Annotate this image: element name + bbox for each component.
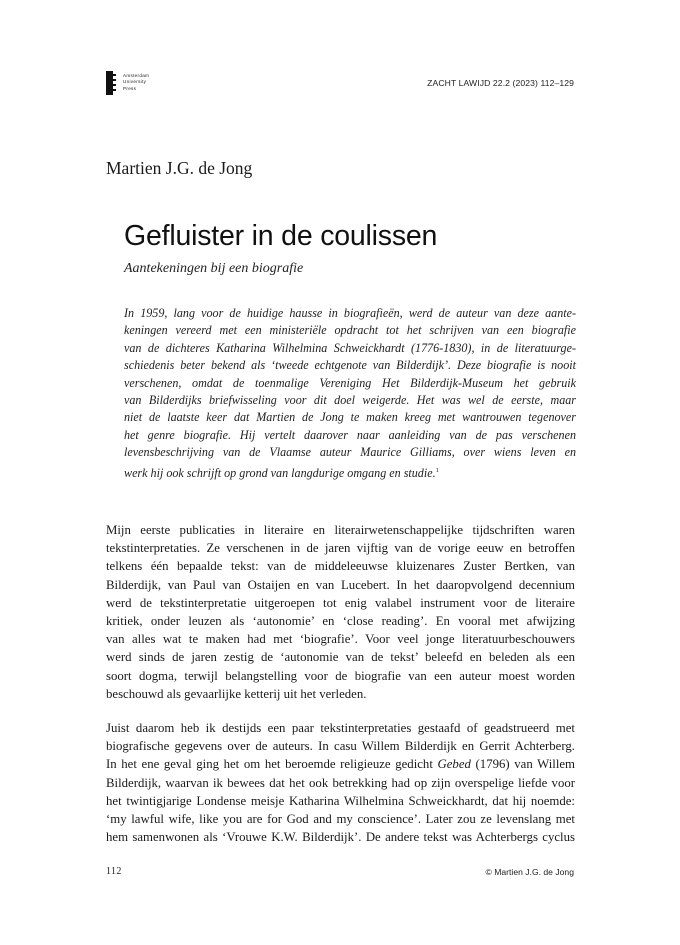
abstract-line: het genre biografie. Hij vertelt daarover naar aanleiding van de pas verschenen xyxy=(124,427,576,442)
body-line: beschouwd als gevaarlijke ketterij uit het verleden. xyxy=(106,686,367,701)
journal-reference: ZACHT LAWIJD 22.2 (2023) 112–129 xyxy=(427,78,574,88)
body-line: soort dogma, terwijl belangstelling voor de biografie van een auteur moest worden xyxy=(106,668,575,683)
article-title: Gefluister in de coulissen xyxy=(124,220,438,252)
publisher-logo xyxy=(106,71,149,95)
body-line-with-italic xyxy=(106,755,575,773)
body-line: werd sinds de jaren zestig de ‘autonomie van de tekst’ beleefd en beleden als een xyxy=(106,650,575,665)
body-line: tekstinterpretaties. Ze verschenen in de jaren vijftig van de vorige eeuw en betroffen xyxy=(106,541,575,556)
abstract-line: verschenen, omdat de toenmalige Vereniging Het Bilderdijk-Museum het gebruik xyxy=(124,375,576,390)
body-line: ‘my lawful wife, like you are for God and my conscience’. Later zou ze levenslang met xyxy=(106,812,575,827)
article-subtitle: Aantekeningen bij een biografie xyxy=(124,261,304,276)
body-text: (1796) van Willem xyxy=(470,757,576,772)
publisher-line: University xyxy=(123,79,147,85)
copyright-notice: © Martien J.G. de Jong xyxy=(485,867,574,877)
body-paragraph-2 xyxy=(106,719,575,846)
abstract-line: niet de laatste keer dat Martien de Jong te maken kreeg met wantrouwen tegenover xyxy=(124,410,576,425)
body-paragraph-1 xyxy=(106,521,575,703)
body-line: van alles wat te maken had met ‘biografie’. Voor veel jonge literatuurbeschouwers xyxy=(106,632,575,647)
abstract-last-line xyxy=(124,462,576,482)
publisher-name xyxy=(123,73,149,92)
body-line: Bilderdijk, van Paul van Ostaijen en van Lucebert. In het daaropvolgend decennium xyxy=(106,577,575,592)
abstract-line: levensbeschrijving van de Vlaamse auteur Maurice Gilliams, over wiens leven en xyxy=(124,445,576,460)
body-line: het twintigjarige Londense meisje Katharina Wilhelmina Schweickhardt, dat hij noemde: xyxy=(106,793,575,808)
abstract-line: werk hij ook schrijft op grond van langdurige omgang en studie. xyxy=(124,465,436,480)
abstract-line: schiedenis beter bekend als ‘tweede echtgenote van Bilderdijk’. Deze biografie is nooit xyxy=(124,358,576,373)
abstract-line: keningen vereerd met een ministeriële opdracht tot het schrijven van een biografie xyxy=(124,323,576,338)
body-line: Juist daarom heb ik destijds een paar tekstinterpretaties gestaafd of geadstrueerd met xyxy=(106,721,575,735)
aup-logo-icon xyxy=(106,71,118,95)
body-text: In het ene geval ging het om het beroemde religieuze gedicht xyxy=(106,757,438,772)
author-name: Martien J.G. de Jong xyxy=(106,158,253,178)
body-line: Mijn eerste publicaties in literaire en literairwetenschappelijke tijdschriften waren xyxy=(106,523,575,537)
body-line: kritiek, onder leuzen als ‘autonomie’ en ‘close reading’. En vooral met afwijzing xyxy=(106,614,575,629)
abstract-line: van de dichteres Katharina Wilhelmina Schweickhardt (1776-1830), in de literatuurge- xyxy=(124,340,576,355)
poem-title: Gebed xyxy=(437,757,471,772)
abstract xyxy=(124,305,576,482)
publisher-line: Amsterdam xyxy=(123,73,150,78)
footnote-ref[interactable]: 1 xyxy=(435,466,439,474)
abstract-line: In 1959, lang voor de huidige hausse in biografieën, werd de auteur van deze aante- xyxy=(124,306,576,320)
body-line: hem samenwonen als ‘Vrouwe K.W. Bilderdijk’. De andere tekst was Achterbergs cyclus xyxy=(106,830,575,845)
body-line: biografische gegevens over de auteurs. In casu Willem Bilderdijk en Gerrit Achterberg. xyxy=(106,739,575,754)
abstract-line: van Bilderdijks briefwisseling voor dit doel weigerde. Het was wel de eerste, maar xyxy=(124,393,576,408)
body-line: Bilderdijk, waarvan ik bewees dat het ook betrekking had op zijn overspelige liefde voor xyxy=(106,775,575,790)
publisher-line: Press xyxy=(123,85,137,91)
page-number: 112 xyxy=(106,866,122,877)
body-line: werd de tekstinterpretatie uitgeroepen tot enig valabel instrument voor de literaire xyxy=(106,595,575,610)
body-line: telkens één bepaalde tekst: van de middeleeuwse kluizenares Zuster Bertken, van xyxy=(106,559,575,574)
